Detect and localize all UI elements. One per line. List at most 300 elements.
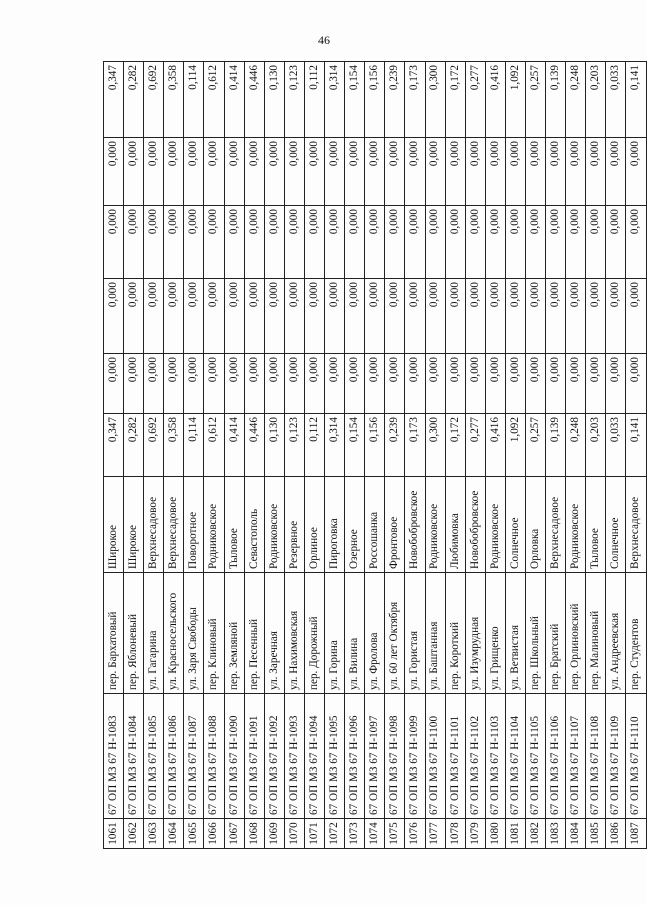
cell-length-c: 0,000 [445, 206, 465, 279]
cell-road-code: 67 ОП МЗ 67 Н-1090 [224, 694, 244, 819]
cell-row-number: 1082 [525, 819, 545, 849]
table-row [626, 62, 646, 849]
cell-length-d: 0,000 [264, 138, 284, 206]
table-row [445, 62, 465, 849]
table-row [104, 62, 124, 849]
cell-street-name: ул. Гагарина [144, 573, 164, 694]
cell-length-d: 0,000 [164, 138, 184, 206]
cell-street-name: ул. Горина [325, 573, 345, 694]
cell-road-code: 67 ОП МЗ 67 Н-1097 [365, 694, 385, 819]
cell-length-result: 0,277 [465, 62, 485, 138]
cell-road-code: 67 ОП МЗ 67 Н-1104 [505, 694, 525, 819]
cell-length-total: 0,358 [164, 414, 184, 477]
cell-length-b: 0,000 [124, 279, 144, 354]
cell-length-c: 0,000 [345, 206, 365, 279]
cell-length-b: 0,000 [586, 279, 606, 354]
cell-length-total: 0,612 [204, 414, 224, 477]
cell-length-total: 0,300 [425, 414, 445, 477]
cell-length-b: 0,000 [224, 279, 244, 354]
cell-length-result: 0,446 [244, 62, 264, 138]
cell-length-a: 0,000 [224, 354, 244, 414]
cell-row-number: 1073 [345, 819, 365, 849]
cell-length-a: 0,000 [144, 354, 164, 414]
table-row [425, 62, 445, 849]
cell-road-code: 67 ОП МЗ 67 Н-1100 [425, 694, 445, 819]
cell-length-result: 0,300 [425, 62, 445, 138]
cell-length-c: 0,000 [124, 206, 144, 279]
cell-length-result: 0,416 [485, 62, 505, 138]
cell-length-c: 0,000 [224, 206, 244, 279]
cell-row-number: 1063 [144, 819, 164, 849]
cell-length-result: 0,173 [405, 62, 425, 138]
cell-settlement: Поворотное [184, 477, 204, 573]
cell-street-name: пер. Бархатовый [104, 573, 124, 694]
table-row [144, 62, 164, 849]
cell-length-result: 0,114 [184, 62, 204, 138]
cell-row-number: 1072 [325, 819, 345, 849]
cell-length-c: 0,000 [284, 206, 304, 279]
cell-length-total: 1,092 [505, 414, 525, 477]
table-row [224, 62, 244, 849]
cell-row-number: 1075 [385, 819, 405, 849]
cell-length-d: 0,000 [405, 138, 425, 206]
table-row [204, 62, 224, 849]
cell-road-code: 67 ОП МЗ 67 Н-1083 [104, 694, 124, 819]
cell-settlement: Солнечное [505, 477, 525, 573]
cell-length-d: 0,000 [184, 138, 204, 206]
cell-row-number: 1087 [626, 819, 646, 849]
cell-row-number: 1076 [405, 819, 425, 849]
cell-road-code: 67 ОП МЗ 67 Н-1106 [546, 694, 566, 819]
cell-length-a: 0,000 [566, 354, 586, 414]
cell-length-a: 0,000 [244, 354, 264, 414]
table-row [164, 62, 184, 849]
cell-settlement: Солнечное [606, 477, 626, 573]
cell-length-a: 0,000 [485, 354, 505, 414]
cell-length-c: 0,000 [244, 206, 264, 279]
cell-settlement: Озерное [345, 477, 365, 573]
cell-road-code: 67 ОП МЗ 67 Н-1086 [164, 694, 184, 819]
cell-length-b: 0,000 [405, 279, 425, 354]
cell-length-c: 0,000 [525, 206, 545, 279]
cell-length-total: 0,416 [485, 414, 505, 477]
cell-row-number: 1077 [425, 819, 445, 849]
cell-length-d: 0,000 [104, 138, 124, 206]
cell-road-code: 67 ОП МЗ 67 Н-1101 [445, 694, 465, 819]
cell-road-code: 67 ОП МЗ 67 Н-1102 [465, 694, 485, 819]
table-row [465, 62, 485, 849]
cell-street-name: пер. Малиновый [586, 573, 606, 694]
cell-length-d: 0,000 [525, 138, 545, 206]
cell-length-total: 0,112 [304, 414, 324, 477]
cell-length-b: 0,000 [445, 279, 465, 354]
cell-street-name: ул. Баштанная [425, 573, 445, 694]
cell-length-d: 0,000 [144, 138, 164, 206]
cell-street-name: пер. Братский [546, 573, 566, 694]
cell-street-name: пер. Студентов [626, 573, 646, 694]
cell-street-name: ул. Вилина [345, 573, 365, 694]
cell-length-total: 0,692 [144, 414, 164, 477]
cell-settlement: Родниковское [566, 477, 586, 573]
cell-length-c: 0,000 [405, 206, 425, 279]
cell-length-total: 0,239 [385, 414, 405, 477]
cell-row-number: 1068 [244, 819, 264, 849]
cell-length-c: 0,000 [264, 206, 284, 279]
cell-length-a: 0,000 [425, 354, 445, 414]
cell-settlement: Фронтовое [385, 477, 405, 573]
cell-length-result: 0,172 [445, 62, 465, 138]
table-row [184, 62, 204, 849]
cell-road-code: 67 ОП МЗ 67 Н-1094 [304, 694, 324, 819]
cell-length-total: 0,446 [244, 414, 264, 477]
cell-length-total: 0,139 [546, 414, 566, 477]
cell-length-c: 0,000 [184, 206, 204, 279]
cell-street-name: ул. Изумрудная [465, 573, 485, 694]
cell-length-d: 0,000 [304, 138, 324, 206]
cell-length-d: 0,000 [505, 138, 525, 206]
cell-length-total: 0,347 [104, 414, 124, 477]
table-row [405, 62, 425, 849]
cell-length-total: 0,414 [224, 414, 244, 477]
cell-length-b: 0,000 [546, 279, 566, 354]
table-row [264, 62, 284, 849]
cell-length-a: 0,000 [525, 354, 545, 414]
cell-settlement: Широкое [104, 477, 124, 573]
cell-length-c: 0,000 [626, 206, 646, 279]
table-row [586, 62, 606, 849]
cell-length-a: 0,000 [164, 354, 184, 414]
cell-length-a: 0,000 [284, 354, 304, 414]
cell-length-a: 0,000 [365, 354, 385, 414]
cell-length-total: 0,154 [345, 414, 365, 477]
cell-length-b: 0,000 [164, 279, 184, 354]
cell-length-result: 0,358 [164, 62, 184, 138]
cell-settlement: Широкое [124, 477, 144, 573]
cell-length-a: 0,000 [325, 354, 345, 414]
cell-length-a: 0,000 [626, 354, 646, 414]
cell-settlement: Пироговка [325, 477, 345, 573]
cell-length-result: 0,156 [365, 62, 385, 138]
cell-length-result: 0,123 [284, 62, 304, 138]
cell-length-a: 0,000 [606, 354, 626, 414]
cell-settlement: Верхнесадовое [164, 477, 184, 573]
cell-length-b: 0,000 [505, 279, 525, 354]
cell-length-d: 0,000 [385, 138, 405, 206]
cell-row-number: 1085 [586, 819, 606, 849]
cell-row-number: 1084 [566, 819, 586, 849]
table-row [525, 62, 545, 849]
cell-length-a: 0,000 [546, 354, 566, 414]
cell-length-b: 0,000 [385, 279, 405, 354]
cell-settlement: Тыловое [586, 477, 606, 573]
cell-length-result: 0,033 [606, 62, 626, 138]
cell-length-total: 0,114 [184, 414, 204, 477]
cell-length-total: 0,248 [566, 414, 586, 477]
cell-settlement: Россошанка [365, 477, 385, 573]
cell-length-d: 0,000 [365, 138, 385, 206]
cell-road-code: 67 ОП МЗ 67 Н-1096 [345, 694, 365, 819]
cell-length-a: 0,000 [445, 354, 465, 414]
table-row [505, 62, 525, 849]
cell-street-name: пер. Песенный [244, 573, 264, 694]
cell-settlement: Резервное [284, 477, 304, 573]
cell-length-result: 0,692 [144, 62, 164, 138]
cell-length-result: 0,203 [586, 62, 606, 138]
cell-length-b: 0,000 [525, 279, 545, 354]
cell-settlement: Любимовка [445, 477, 465, 573]
cell-settlement: Орлиное [304, 477, 324, 573]
cell-length-c: 0,000 [304, 206, 324, 279]
cell-length-d: 0,000 [284, 138, 304, 206]
cell-row-number: 1065 [184, 819, 204, 849]
cell-length-c: 0,000 [465, 206, 485, 279]
cell-length-d: 0,000 [224, 138, 244, 206]
cell-length-result: 0,257 [525, 62, 545, 138]
cell-length-result: 1,092 [505, 62, 525, 138]
cell-length-result: 0,314 [325, 62, 345, 138]
cell-row-number: 1066 [204, 819, 224, 849]
cell-road-code: 67 ОП МЗ 67 Н-1110 [626, 694, 646, 819]
table-row [606, 62, 626, 849]
cell-length-b: 0,000 [345, 279, 365, 354]
table-row [566, 62, 586, 849]
cell-settlement: Севастополь [244, 477, 264, 573]
cell-street-name: ул. Грищенко [485, 573, 505, 694]
cell-length-a: 0,000 [264, 354, 284, 414]
cell-length-d: 0,000 [325, 138, 345, 206]
cell-street-name: пер. Клиновый [204, 573, 224, 694]
table-row [546, 62, 566, 849]
cell-length-d: 0,000 [485, 138, 505, 206]
cell-length-d: 0,000 [546, 138, 566, 206]
cell-length-b: 0,000 [626, 279, 646, 354]
cell-street-name: ул. Гористая [405, 573, 425, 694]
cell-length-total: 0,282 [124, 414, 144, 477]
cell-length-b: 0,000 [365, 279, 385, 354]
cell-length-total: 0,257 [525, 414, 545, 477]
cell-length-b: 0,000 [425, 279, 445, 354]
cell-length-c: 0,000 [144, 206, 164, 279]
cell-settlement: Родниковское [425, 477, 445, 573]
cell-settlement: Родниковское [264, 477, 284, 573]
cell-length-d: 0,000 [566, 138, 586, 206]
cell-length-c: 0,000 [425, 206, 445, 279]
cell-length-result: 0,139 [546, 62, 566, 138]
cell-road-code: 67 ОП МЗ 67 Н-1092 [264, 694, 284, 819]
cell-street-name: ул. Андреевская [606, 573, 626, 694]
cell-street-name: ул. Красносельского [164, 573, 184, 694]
cell-length-d: 0,000 [345, 138, 365, 206]
cell-length-result: 0,154 [345, 62, 365, 138]
cell-length-result: 0,239 [385, 62, 405, 138]
cell-length-a: 0,000 [204, 354, 224, 414]
cell-street-name: пер. Короткий [445, 573, 465, 694]
cell-street-name: пер. Школьный [525, 573, 545, 694]
rotated-table-content [103, 62, 642, 849]
cell-length-a: 0,000 [505, 354, 525, 414]
cell-length-b: 0,000 [606, 279, 626, 354]
cell-length-d: 0,000 [465, 138, 485, 206]
table-row [385, 62, 405, 849]
cell-length-b: 0,000 [204, 279, 224, 354]
cell-length-result: 0,282 [124, 62, 144, 138]
cell-length-total: 0,123 [284, 414, 304, 477]
cell-settlement: Родниковское [485, 477, 505, 573]
cell-length-result: 0,347 [104, 62, 124, 138]
cell-length-b: 0,000 [264, 279, 284, 354]
cell-length-c: 0,000 [606, 206, 626, 279]
cell-settlement: Орловка [525, 477, 545, 573]
cell-length-d: 0,000 [204, 138, 224, 206]
cell-row-number: 1070 [284, 819, 304, 849]
cell-length-total: 0,141 [626, 414, 646, 477]
table-row [365, 62, 385, 849]
cell-road-code: 67 ОП МЗ 67 Н-1103 [485, 694, 505, 819]
cell-length-d: 0,000 [586, 138, 606, 206]
cell-road-code: 67 ОП МЗ 67 Н-1105 [525, 694, 545, 819]
cell-street-name: пер. Яблоневый [124, 573, 144, 694]
cell-row-number: 1062 [124, 819, 144, 849]
cell-row-number: 1074 [365, 819, 385, 849]
cell-length-c: 0,000 [505, 206, 525, 279]
cell-length-c: 0,000 [385, 206, 405, 279]
cell-street-name: ул. 60 лет Октября [385, 573, 405, 694]
cell-length-c: 0,000 [485, 206, 505, 279]
cell-road-code: 67 ОП МЗ 67 Н-1084 [124, 694, 144, 819]
cell-length-c: 0,000 [365, 206, 385, 279]
cell-length-d: 0,000 [124, 138, 144, 206]
cell-length-a: 0,000 [345, 354, 365, 414]
roads-table [103, 61, 647, 849]
page-number: 46 [318, 33, 330, 47]
cell-length-result: 0,112 [304, 62, 324, 138]
cell-road-code: 67 ОП МЗ 67 Н-1091 [244, 694, 264, 819]
cell-road-code: 67 ОП МЗ 67 Н-1095 [325, 694, 345, 819]
cell-length-total: 0,173 [405, 414, 425, 477]
cell-row-number: 1079 [465, 819, 485, 849]
cell-length-c: 0,000 [164, 206, 184, 279]
table-row [345, 62, 365, 849]
cell-road-code: 67 ОП МЗ 67 Н-1098 [385, 694, 405, 819]
cell-row-number: 1080 [485, 819, 505, 849]
cell-length-a: 0,000 [104, 354, 124, 414]
cell-length-d: 0,000 [244, 138, 264, 206]
cell-length-total: 0,130 [264, 414, 284, 477]
cell-row-number: 1067 [224, 819, 244, 849]
cell-length-c: 0,000 [104, 206, 124, 279]
cell-road-code: 67 ОП МЗ 67 Н-1093 [284, 694, 304, 819]
table-row [304, 62, 324, 849]
cell-row-number: 1071 [304, 819, 324, 849]
cell-length-b: 0,000 [184, 279, 204, 354]
cell-length-result: 0,248 [566, 62, 586, 138]
cell-row-number: 1081 [505, 819, 525, 849]
cell-row-number: 1069 [264, 819, 284, 849]
cell-row-number: 1083 [546, 819, 566, 849]
cell-settlement: Тыловое [224, 477, 244, 573]
cell-length-b: 0,000 [104, 279, 124, 354]
cell-length-a: 0,000 [304, 354, 324, 414]
cell-road-code: 67 ОП МЗ 67 Н-1107 [566, 694, 586, 819]
cell-length-result: 0,141 [626, 62, 646, 138]
cell-settlement: Верхнесадовое [546, 477, 566, 573]
table-row [124, 62, 144, 849]
cell-length-b: 0,000 [325, 279, 345, 354]
cell-row-number: 1064 [164, 819, 184, 849]
cell-road-code: 67 ОП МЗ 67 Н-1088 [204, 694, 224, 819]
cell-length-a: 0,000 [405, 354, 425, 414]
cell-road-code: 67 ОП МЗ 67 Н-1087 [184, 694, 204, 819]
cell-road-code: 67 ОП МЗ 67 Н-1108 [586, 694, 606, 819]
cell-length-total: 0,156 [365, 414, 385, 477]
cell-length-d: 0,000 [445, 138, 465, 206]
table-row [284, 62, 304, 849]
table-row [244, 62, 264, 849]
cell-length-b: 0,000 [566, 279, 586, 354]
cell-length-c: 0,000 [325, 206, 345, 279]
cell-street-name: пер. Орлиновский [566, 573, 586, 694]
cell-length-a: 0,000 [184, 354, 204, 414]
cell-length-b: 0,000 [144, 279, 164, 354]
cell-length-b: 0,000 [244, 279, 264, 354]
cell-length-a: 0,000 [385, 354, 405, 414]
cell-road-code: 67 ОП МЗ 67 Н-1099 [405, 694, 425, 819]
cell-settlement: Верхнесадовое [626, 477, 646, 573]
cell-row-number: 1078 [445, 819, 465, 849]
cell-length-d: 0,000 [626, 138, 646, 206]
cell-length-c: 0,000 [586, 206, 606, 279]
cell-row-number: 1061 [104, 819, 124, 849]
cell-length-a: 0,000 [465, 354, 485, 414]
cell-length-d: 0,000 [425, 138, 445, 206]
cell-length-total: 0,314 [325, 414, 345, 477]
cell-length-a: 0,000 [586, 354, 606, 414]
cell-settlement: Новобобровское [405, 477, 425, 573]
cell-row-number: 1086 [606, 819, 626, 849]
cell-length-result: 0,130 [264, 62, 284, 138]
cell-length-total: 0,203 [586, 414, 606, 477]
cell-street-name: пер. Дорожный [304, 573, 324, 694]
table-row [485, 62, 505, 849]
cell-settlement: Верхнесадовое [144, 477, 164, 573]
table-row [325, 62, 345, 849]
cell-length-b: 0,000 [465, 279, 485, 354]
cell-street-name: ул. Заря Свободы [184, 573, 204, 694]
cell-road-code: 67 ОП МЗ 67 Н-1085 [144, 694, 164, 819]
cell-length-result: 0,612 [204, 62, 224, 138]
cell-length-d: 0,000 [606, 138, 626, 206]
cell-length-a: 0,000 [124, 354, 144, 414]
cell-length-total: 0,277 [465, 414, 485, 477]
cell-length-b: 0,000 [284, 279, 304, 354]
cell-length-result: 0,414 [224, 62, 244, 138]
cell-settlement: Родниковское [204, 477, 224, 573]
cell-street-name: пер. Земляной [224, 573, 244, 694]
cell-street-name: ул. Нахимовская [284, 573, 304, 694]
cell-street-name: ул. Ветвистая [505, 573, 525, 694]
cell-length-b: 0,000 [485, 279, 505, 354]
cell-length-c: 0,000 [566, 206, 586, 279]
cell-length-total: 0,172 [445, 414, 465, 477]
rotated-table-frame [103, 62, 642, 849]
cell-road-code: 67 ОП МЗ 67 Н-1109 [606, 694, 626, 819]
roads-table-body [104, 62, 647, 849]
cell-length-b: 0,000 [304, 279, 324, 354]
cell-settlement: Новобобровское [465, 477, 485, 573]
cell-length-total: 0,033 [606, 414, 626, 477]
cell-length-c: 0,000 [204, 206, 224, 279]
cell-length-c: 0,000 [546, 206, 566, 279]
